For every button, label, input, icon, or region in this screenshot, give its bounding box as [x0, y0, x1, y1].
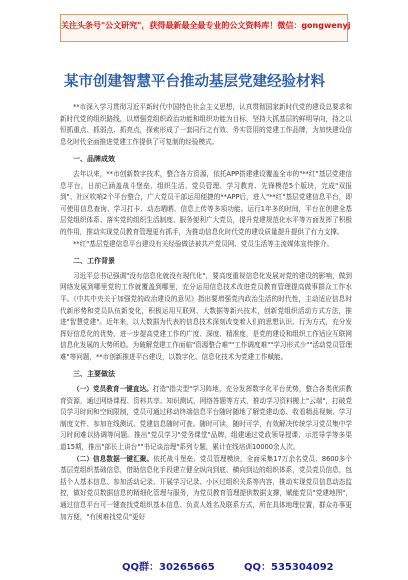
promo-banner	[60, 14, 351, 42]
section-background	[60, 256, 352, 363]
qq-number: QQ：535304092	[244, 562, 334, 573]
paragraph	[60, 384, 352, 454]
paragraph: 去年以来，**市创新数字技术，整合各方资源，依托APP搭建建设覆盖全市的"**红"基层党建信息平台，日前已涵盖战斗堡垒、组织生活、党员管理、学习教育、先锋模范5个版块，完成"双报到"、社区吹哨2个平台整合，广大党员干部运用便捷的**APP后，进入"**红"基层党建信息平台，即可使用信息查询、学习打卡、动态晒晒、信息上传等多项功能。运行1年多的时间，平台在创建全基层党组织体系、落实党的组织生活制度、服务便利广大党员，提升党建规范化水平等方面发挥了积极的作用，推动实现党员教育管理更有抓手，为推动信息化时代党的建设质量提升提供了有力支撑。	[60, 169, 352, 236]
subsection-heading: （一）党员教育一键直达。	[73, 385, 153, 394]
section-heading: 一、品牌成效	[73, 155, 115, 164]
intro-paragraph: **市深入学习贯彻习近平新时代中国特色社会主义思想，认真贯彻国家新时代党的建设总要求和新时代党的组织路线，以增强党组织政治功能和组织功能为目标，坚持大抓基层的鲜明导向，持之以恒抓重点、抓弱点、抓亮点，探索形成了一套同行之有效、务实管用的党建工作品牌，为加快建设信息化时代全面推进党建工作提供了可复制的经验模式。	[60, 103, 352, 146]
paragraph: **红"基层党建信息平台建设有关经验做法被共产党员网、党员生活等主流媒体宣传推介。	[73, 239, 334, 248]
section-main-practices	[60, 369, 352, 523]
section-heading: 三、主要做法	[73, 370, 115, 379]
paragraph-text: 打造"指尖型"学习阵地，充分发挥数字化平台优势，整合各类优质教育资源，通过网络课程、资料共享、知识测试、网络答题等方式，推动学习资料搬上"云端"，打破党员学习时间和空间限制，党员可通过移动终端信息平台随时随地了解党建动态、收看精品视频、学习制度文件、参加在线测试、党建信息随时可查。随时可读，随时可学，有效解决传统学习党员集中学习时间难以协调等问题。推出"党员学习"党务课堂"品牌，组建通过党政领导授课、示范导学等多渠道15期，推出"部长上讲台""书记谈治理"系列专题，累计在线培训10000余人次。	[60, 385, 352, 452]
qq-group-number: QQ群：30265665	[122, 562, 215, 573]
promo-banner-text: 关注头条号"公文研究"，获得最新最全最专业的公文资料库！微信：gongwenyj	[61, 21, 351, 30]
paragraph-text: 依托战斗堡垒、党员管理模块，全面采集17万余名党员、8600多个基层党组织基础信息，借助信息化手段建立健全纵向到底、横向到边的组织体系，党员党员信息，包括个人基本信息、参加活动记录、开展学习记录、小区过组织关系等内容，推动实现党员信息动态监控，做好党员数据信息的精细化管理与服务，为党员教育管理提供数据支撑，赋能党员"党建地图"，通过信息平台可一键查找党组织基本信息、负责人姓名及联系方式，所在具体地理位置，群众办事更加方便，"有困难找党员"更好	[60, 454, 353, 521]
paragraph	[60, 454, 352, 524]
paragraph: 习近平总书记强调"没有信息化就没有现代化"，要高度重视信息化发展对党的建设的影响，做到网络发展到哪里党的工作就覆盖到哪里，充分运用信息技术改进党员教育管理提高做事群众工作水平。《中共中央关于加强党的政治建设的意见》指出要增强党内政治生活的时代性，主动适应信息时代新形势和党员队伍新变化，积极运用互联网、大数据等新兴技术，创新党组织活动方式方法，推进"智慧党建"。近年来，以大数据为代表的信息技术深刻改变着人们的思想认识、行为方式，充分发挥好信息化的优势，进一步提高党建工作的广度、深度、精准度，是党的建设和组织工作适应互联网信息化发展的大势所趋。为破解党建工作面临"资源整合难""工作调度难""学习形式少""活动党员管理难"等问题，**市创新推进平台建设，以数字化、信息化技术为党建工作赋能。	[60, 271, 352, 361]
footer	[0, 556, 408, 576]
section-heading: 二、工作背景	[73, 257, 115, 266]
document-title: 某市创建智慧平台推动基层党建经验材料	[64, 74, 325, 90]
subsection-heading: （二）信息数据一键汇聚。	[73, 454, 154, 463]
section-brand-results	[60, 154, 352, 250]
document-body	[60, 102, 352, 523]
